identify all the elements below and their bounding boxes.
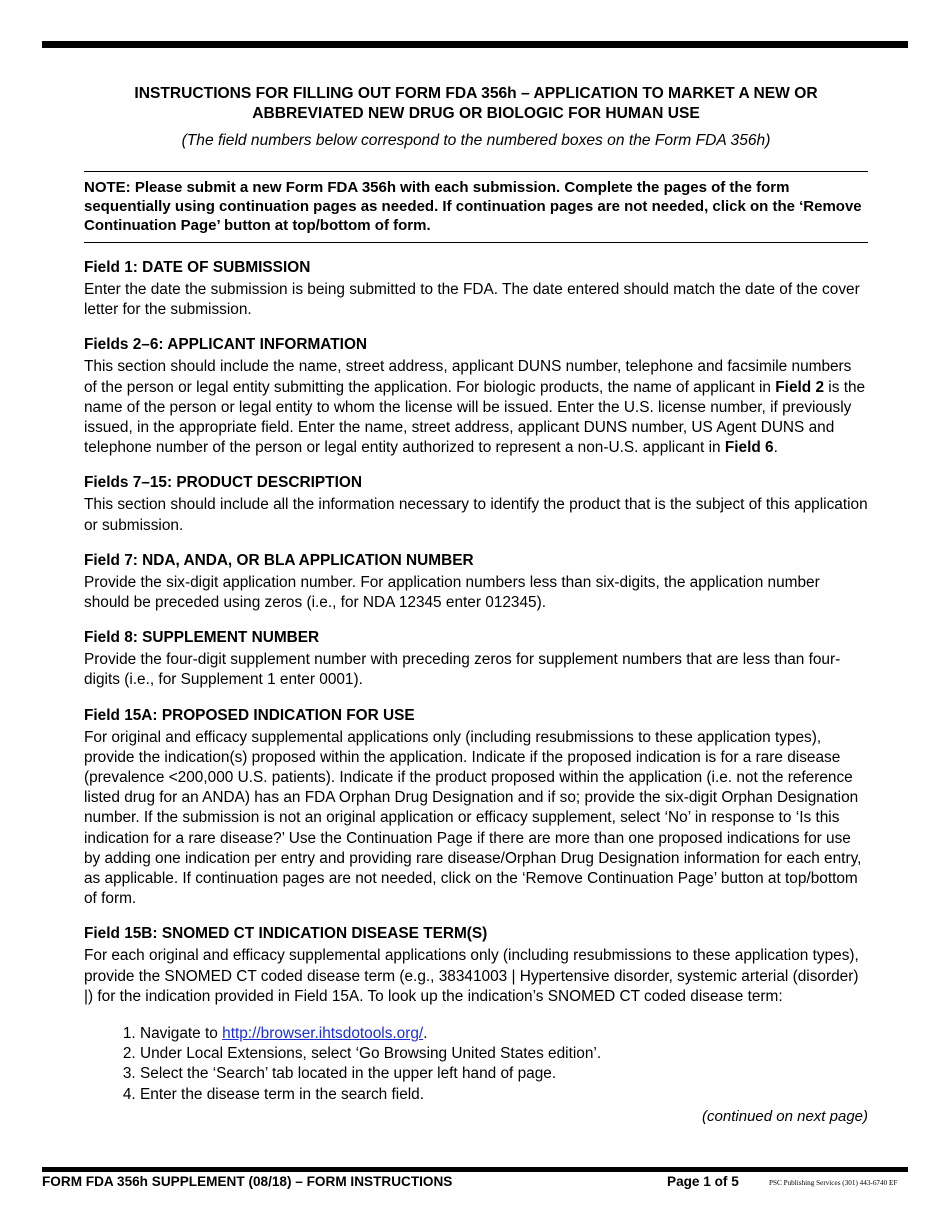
list-item (140, 1024, 868, 1044)
fields-2-6-section (84, 335, 868, 458)
field-1-section (84, 258, 868, 320)
page-title-line-2: ABBREVIATED NEW DRUG OR BIOLOGIC FOR HUMAN USE (252, 105, 700, 122)
field-7-heading: Field 7: NDA, ANDA, OR BLA APPLICATION NUMBER (84, 551, 474, 569)
document-body (84, 84, 868, 1127)
list-item: 4. Enter the disease term in the search field. (140, 1085, 868, 1105)
fields-2-6-text-c: . (773, 439, 778, 457)
top-rule (42, 41, 908, 48)
field-7-section (84, 551, 868, 613)
step-1-prefix: Navigate to (140, 1025, 223, 1043)
field-6-ref: Field 6 (724, 439, 774, 457)
fields-7-15-heading: Fields 7–15: PRODUCT DESCRIPTION (84, 474, 362, 492)
snomed-browser-link[interactable]: http://browser.ihtsdotools.org/ (222, 1025, 424, 1043)
list-item: 3. Select the ‘Search’ tab located in the upper left hand of page. (140, 1064, 868, 1084)
field-15a-heading: Field 15A: PROPOSED INDICATION FOR USE (84, 706, 415, 724)
field-15a-section (84, 706, 868, 910)
page-title-line-1: INSTRUCTIONS FOR FILLING OUT FORM FDA 356h – APPLICATION TO MARKET A NEW OR (134, 85, 818, 102)
field-15a-body: For original and efficacy supplemental applications only (including resubmissions to these application types), provide the indication(s) proposed within the application. Indicate if the proposed indication is for a rare disease (prevalence <200,000 U.S. patients). Indicate if the product proposed within the application (i.e. not the reference listed drug for an ANDA) has an FDA Orphan Drug Designation and if so; provide the six-digit Orphan Designation number. If the submission is not an original application or efficacy supplement, select ‘No’ in response to ‘Is this indication for a rare disease?’ Use the Continuation Page if there are more than one proposed indications for use by adding one indication per entry and providing rare disease/Orphan Drug Designation information for each entry, as applicable. If continuation pages are not needed, click on the ‘Remove Continuation Page’ button at top/bottom of form. (84, 728, 862, 908)
field-15b-section (84, 924, 868, 1007)
fields-2-6-body (84, 357, 868, 458)
field-8-body: Provide the four-digit supplement number with preceding zeros for supplement numbers that are less than four-digits (i.e., for Supplement 1 enter 0001). (84, 651, 841, 689)
bottom-rule (42, 1167, 908, 1172)
field-8-heading: Field 8: SUPPLEMENT NUMBER (84, 629, 320, 647)
footer-form-id: FORM FDA 356h SUPPLEMENT (08/18) – FORM INSTRUCTIONS (42, 1174, 453, 1189)
field-15b-body: For each original and efficacy supplemental applications only (including resubmissions to these application types), provide the SNOMED CT coded disease term (e.g., 38341003 | Hypertensive disorder, systemic arterial (disorder) |) for the indication provided in Field 15A. To look up the indication’s SNOMED CT coded disease term: (84, 947, 859, 1005)
footer-publisher: PSC Publishing Services (301) 443-6740 EF (769, 1179, 898, 1187)
fields-2-6-text-a: This section should include the name, street address, applicant DUNS number, telephone and facsimile numbers of the person or legal entity submitting the application. For biologic products, the name of applicant in (84, 358, 852, 396)
page-subtitle: (The field numbers below correspond to the numbered boxes on the Form FDA 356h) (181, 132, 771, 149)
field-15b-heading: Field 15B: SNOMED CT INDICATION DISEASE TERM(S) (84, 925, 488, 943)
fields-7-15-body: This section should include all the information necessary to identify the product that is the subject of this application or submission. (84, 496, 868, 534)
field-1-body: Enter the date the submission is being submitted to the FDA. The date entered should match the date of the cover letter for the submission. (84, 281, 860, 319)
field-8-section (84, 628, 868, 690)
field-1-heading: Field 1: DATE OF SUBMISSION (84, 259, 311, 276)
lookup-steps-list (84, 1024, 868, 1105)
note-box: NOTE: Please submit a new Form FDA 356h with each submission. Complete the pages of the form sequentially using continuation pages as needed. If continuation pages are not needed, click on the ‘Remove Continuation Page’ button at top/bottom of form. (84, 171, 868, 243)
fields-2-6-heading: Fields 2–6: APPLICANT INFORMATION (84, 336, 368, 354)
field-7-body: Provide the six-digit application number. For application numbers less than six-digits, the application number should be preceded using zeros (i.e., for NDA 12345 enter 012345). (84, 573, 820, 612)
continued-note: (continued on next page) (702, 1107, 868, 1125)
fields-7-15-section (84, 473, 868, 535)
field-2-ref: Field 2 (775, 378, 825, 396)
fields-2-6-text-b: is the name of the person or legal entity to whom the license will be issued. Enter the U.S. license number, if previously issued, in the appropriate field. Enter the name, street address, applicant DUNS number, US Agent DUNS and telephone number of the person or legal entity authorized to represent a non-U.S. applicant in (84, 378, 866, 457)
list-item: 2. Under Local Extensions, select ‘Go Browsing United States edition’. (140, 1044, 868, 1064)
step-1-suffix: . (423, 1025, 428, 1043)
page-title (84, 84, 868, 124)
footer-page-number: Page 1 of 5 (667, 1174, 739, 1189)
